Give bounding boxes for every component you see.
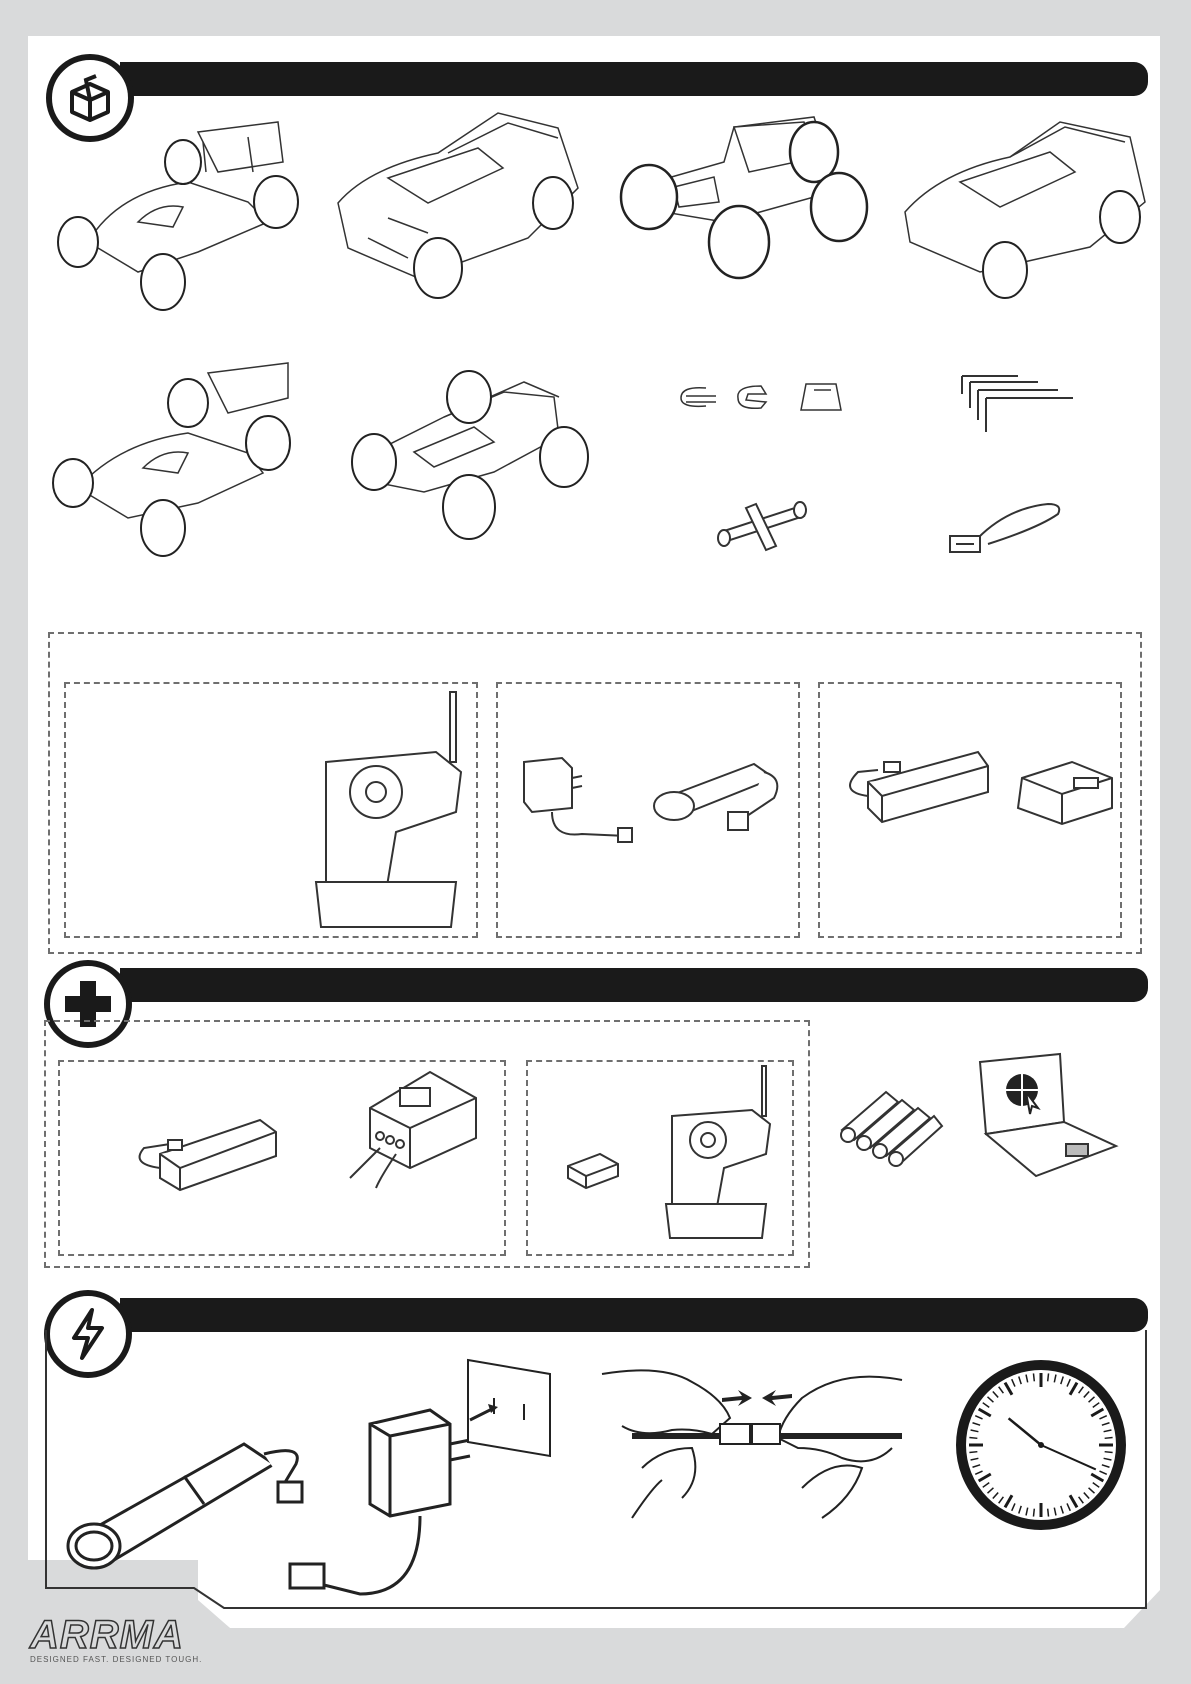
- clock-tick: [969, 1437, 977, 1438]
- short-course-truck-illustration-1: [328, 108, 588, 308]
- buggy-illustration-2: [48, 358, 298, 558]
- clock-tick: [1033, 1373, 1034, 1381]
- wall-charger-illustration-1: [522, 758, 634, 850]
- wall-outlet-illustration: [464, 1360, 556, 1458]
- clock-tick: [1105, 1452, 1113, 1453]
- body-clips-illustration: [676, 380, 846, 414]
- lipo-charger-illustration-1: [1012, 758, 1116, 826]
- nimh-battery-illustration-1: [644, 758, 786, 840]
- lipo-battery-illustration-1: [838, 752, 990, 844]
- hex-wrenches-illustration: [958, 372, 1078, 434]
- clock-tick: [1048, 1373, 1049, 1381]
- servo-lead-illustration: [948, 498, 1064, 560]
- transmitter-illustration-1: [316, 692, 466, 928]
- stadium-truck-illustration: [344, 362, 594, 552]
- hobby-charger-illustration: [340, 1068, 480, 1192]
- aa-batteries-illustration: [836, 1086, 944, 1166]
- monster-truck-illustration: [614, 112, 864, 282]
- clock-tick: [1105, 1437, 1113, 1438]
- lipo-battery-illustration-2: [130, 1114, 280, 1198]
- arrma-logo-text: ARRMA: [30, 1613, 184, 1657]
- section-header-bar-contents: [120, 62, 1148, 96]
- section-header-bar-charging: [120, 1298, 1148, 1332]
- receiver-illustration: [564, 1152, 620, 1190]
- cross-wrench-illustration: [716, 496, 806, 554]
- buggy-illustration-1: [48, 112, 298, 312]
- connecting-plugs-illustration: [602, 1368, 910, 1524]
- clock-tick: [1033, 1509, 1034, 1517]
- short-course-truck-illustration-2: [900, 112, 1150, 302]
- laptop-illustration: [976, 1054, 1118, 1178]
- clock-tick: [969, 1452, 977, 1453]
- transmitter-illustration-2: [666, 1066, 774, 1240]
- arrma-logo: [28, 1612, 198, 1656]
- clock-tick: [1048, 1509, 1049, 1517]
- section-header-bar-needed: [120, 968, 1148, 1002]
- wall-clock-illustration: [954, 1358, 1128, 1532]
- brand-tagline: DESIGNED FAST. DESIGNED TOUGH.: [30, 1655, 203, 1664]
